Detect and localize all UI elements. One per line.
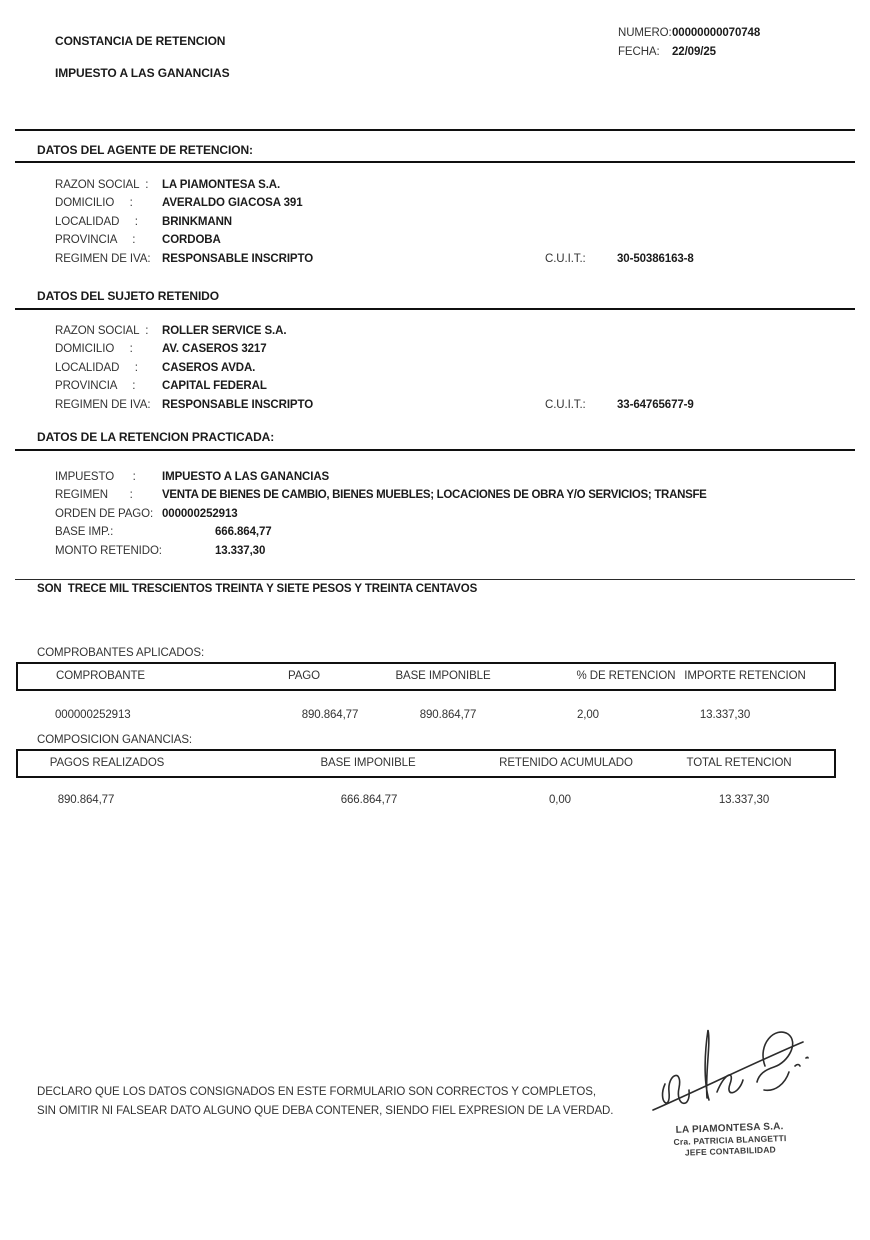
retencion-divider <box>15 449 855 451</box>
field-value: RESPONSABLE INSCRIPTO <box>162 398 314 411</box>
column-header: TOTAL RETENCION <box>686 757 792 769</box>
cell-total-retencion: 13.337,30 <box>718 794 770 806</box>
field-value: BRINKMANN <box>162 215 233 228</box>
field-value: RESPONSABLE INSCRIPTO <box>162 252 314 265</box>
stamp-signer-role: JEFE CONTABILIDAD <box>684 1144 777 1158</box>
cuit-value: 30-50386163-8 <box>617 252 694 265</box>
cuit-label: C.U.I.T.: <box>545 252 586 265</box>
column-header: BASE IMPONIBLE <box>395 670 491 682</box>
fecha-value: 22/09/25 <box>672 46 716 58</box>
field-row <box>55 322 855 340</box>
field-row <box>55 523 855 541</box>
field-row <box>55 486 855 504</box>
cuit-value: 33-64765677-9 <box>617 398 694 411</box>
cell-importe-retencion: 13.337,30 <box>699 709 751 721</box>
field-value: VENTA DE BIENES DE CAMBIO, BIENES MUEBLES; LOCACIONES DE OBRA Y/O SERVICIOS; TRANSFE <box>162 489 707 502</box>
column-header: BASE IMPONIBLE <box>320 757 416 769</box>
composicion-header <box>16 749 836 778</box>
field-value: AVERALDO GIACOSA 391 <box>162 197 303 210</box>
numero-row <box>618 24 760 43</box>
field-row <box>55 377 855 395</box>
sujeto-divider <box>15 308 855 310</box>
doc-meta <box>618 24 760 62</box>
fecha-row <box>618 43 760 62</box>
stamp-signer-name: Cra. PATRICIA BLANGETTI <box>673 1133 787 1147</box>
field-row <box>55 250 855 268</box>
section-title-retencion: DATOS DE LA RETENCION PRACTICADA: <box>37 430 275 444</box>
column-header: % DE RETENCION <box>576 670 676 682</box>
field-row <box>55 396 855 414</box>
agente-divider <box>15 161 855 163</box>
sujeto-fields <box>55 322 855 414</box>
field-row <box>55 542 855 560</box>
field-value: IMPUESTO A LAS GANANCIAS <box>162 471 330 483</box>
cell-pagos-realizados: 890.864,77 <box>57 794 115 806</box>
field-label: RAZON SOCIAL : <box>55 325 149 337</box>
signature-image <box>645 1022 820 1125</box>
field-row <box>55 359 855 377</box>
signature-stamp <box>639 1119 820 1160</box>
cuit-label: C.U.I.T.: <box>545 398 586 411</box>
column-header: PAGOS REALIZADOS <box>49 757 165 769</box>
field-label: BASE IMP.: <box>55 526 114 539</box>
column-header: PAGO <box>288 670 320 682</box>
field-value: CORDOBA <box>162 234 221 247</box>
cell-retenido-acumulado: 0,00 <box>549 794 571 806</box>
column-header: COMPROBANTE <box>56 670 145 682</box>
doc-title: CONSTANCIA DE RETENCION <box>55 34 226 48</box>
section-title-sujeto: DATOS DEL SUJETO RETENIDO <box>37 289 219 303</box>
field-label: PROVINCIA : <box>55 380 136 393</box>
amount-in-words: SON TRECE MIL TRESCIENTOS TREINTA Y SIETE PESOS Y TREINTA CENTAVOS <box>37 583 478 595</box>
top-divider <box>15 129 855 131</box>
declaration-line-1: DECLARO QUE LOS DATOS CONSIGNADOS EN ESTE FORMULARIO SON CORRECTOS Y COMPLETOS, <box>37 1086 596 1098</box>
field-label: LOCALIDAD : <box>55 215 138 228</box>
cell-comprobante: 000000252913 <box>55 709 131 721</box>
field-value: LA PIAMONTESA S.A. <box>162 179 281 191</box>
numero-label: NUMERO: <box>618 27 672 39</box>
field-label: LOCALIDAD : <box>55 361 138 374</box>
field-row <box>55 468 855 486</box>
field-label: REGIMEN DE IVA: <box>55 252 151 265</box>
section-title-agente: DATOS DEL AGENTE DE RETENCION: <box>37 143 253 157</box>
field-label: RAZON SOCIAL : <box>55 179 149 191</box>
column-header: IMPORTE RETENCION <box>684 670 806 682</box>
field-value: 000000252913 <box>162 507 238 520</box>
field-value: CAPITAL FEDERAL <box>162 380 267 393</box>
comprobantes-title: COMPROBANTES APLICADOS: <box>37 647 205 659</box>
field-label: IMPUESTO : <box>55 471 136 483</box>
amount-words-divider <box>15 579 855 580</box>
field-row <box>55 505 855 523</box>
doc-subtitle: IMPUESTO A LAS GANANCIAS <box>55 66 230 80</box>
cell-pago: 890.864,77 <box>301 709 359 721</box>
agente-fields <box>55 176 855 268</box>
field-label: REGIMEN DE IVA: <box>55 398 151 411</box>
field-row <box>55 213 855 231</box>
field-row <box>55 231 855 249</box>
stamp-company: LA PIAMONTESA S.A. <box>675 1121 784 1136</box>
field-value: ROLLER SERVICE S.A. <box>162 325 287 337</box>
retencion-fields <box>55 468 855 560</box>
field-label: DOMICILIO : <box>55 343 133 356</box>
field-label: MONTO RETENIDO: <box>55 544 162 557</box>
field-value: CASEROS AVDA. <box>162 361 256 374</box>
composicion-title: COMPOSICION GANANCIAS: <box>37 734 192 746</box>
field-label: ORDEN DE PAGO: <box>55 507 154 520</box>
cell-base-imponible: 890.864,77 <box>419 709 477 721</box>
field-value: 666.864,77 <box>215 526 272 539</box>
field-label: PROVINCIA : <box>55 234 136 247</box>
field-value: 13.337,30 <box>215 544 266 557</box>
field-label: DOMICILIO : <box>55 197 133 210</box>
field-row <box>55 194 855 212</box>
field-row <box>55 340 855 358</box>
numero-value: 00000000070748 <box>672 27 761 39</box>
field-row <box>55 176 855 194</box>
cell-porcentaje-retencion: 2,00 <box>577 709 599 721</box>
cell-base-imponible: 666.864,77 <box>340 794 398 806</box>
declaration-line-2: SIN OMITIR NI FALSEAR DATO ALGUNO QUE DEBA CONTENER, SIENDO FIEL EXPRESION DE LA VERDAD. <box>37 1105 614 1117</box>
fecha-label: FECHA: <box>618 46 660 58</box>
column-header: RETENIDO ACUMULADO <box>499 757 633 769</box>
field-value: AV. CASEROS 3217 <box>162 343 267 356</box>
comprobantes-header <box>16 662 836 691</box>
field-label: REGIMEN : <box>55 489 133 502</box>
